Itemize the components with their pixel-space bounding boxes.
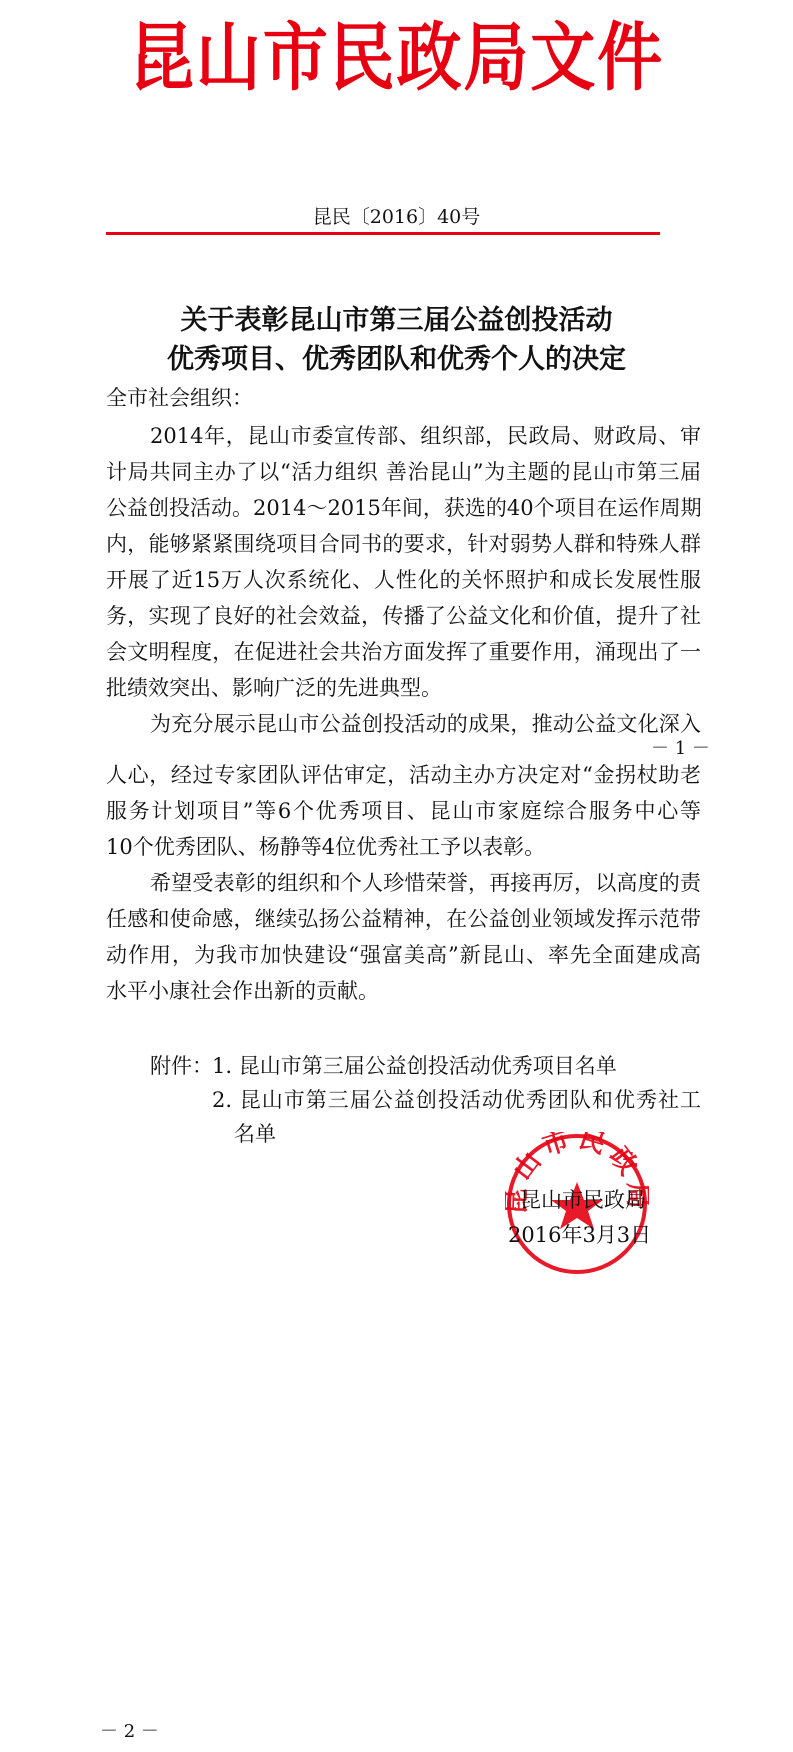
paragraph-1-line: 内，能够紧紧围绕项目合同书的要求，针对弱势人群和特殊人群: [106, 532, 701, 556]
attachment-item-2-continued: 名单: [234, 1122, 276, 1146]
salutation: 全市社会组织：: [106, 386, 253, 410]
paragraph-3-line: 动作用，为我市加快建设“强富美高”新昆山、率先全面建成高: [106, 943, 701, 967]
paragraph-3-line: 水平小康社会作出新的贡献。: [106, 979, 379, 1003]
page-number-2: － 2 －: [100, 1721, 159, 1742]
paragraph-1-line: 会文明程度，在促进社会共治方面发挥了重要作用，涌现出了一: [106, 640, 701, 664]
header-red-rule: [106, 232, 660, 235]
paragraph-2-line: 人心，经过专家团队评估审定，活动主办方决定对“金拐杖助老: [106, 763, 701, 787]
paragraph-1-line: 公益创投活动。2014～2015年间，获选的40个项目在运作周期: [106, 496, 702, 520]
signature-organization: 昆山市民政局: [520, 1188, 646, 1212]
paragraph-3-line: 任感和使命感，继续弘扬公益精神，在公益创业领域发挥示范带: [106, 907, 701, 931]
page-number-1: － 1 －: [651, 738, 710, 759]
paragraph-2-line: 服务计划项目”等6个优秀项目、昆山市家庭综合服务中心等: [106, 799, 701, 823]
paragraph-1-line: 计局共同主办了以“活力组织 善治昆山”为主题的昆山市第三届: [106, 460, 701, 484]
document-title-line-2: 优秀项目、优秀团队和优秀个人的决定: [167, 344, 626, 375]
document-header-title: 昆山市民政局文件: [128, 15, 665, 101]
paragraph-1-line: 务，实现了良好的社会效益，传播了公益文化和价值，提升了社: [106, 604, 701, 628]
paragraph-2-line: 10个优秀团队、杨静等4位优秀社工予以表彰。: [106, 835, 546, 859]
attachment-item-1: 1. 昆山市第三届公益创投活动优秀项目名单: [212, 1054, 617, 1078]
paragraph-1-line: 批绩效突出、影响广泛的先进典型。: [106, 676, 442, 700]
attachment-label: 附件：: [150, 1054, 213, 1078]
signature-date: 2016年3月3日: [508, 1223, 652, 1247]
attachment-item-2: 2. 昆山市第三届公益创投活动优秀团队和优秀社工: [212, 1088, 701, 1112]
paragraph-1-line: 2014年，昆山市委宣传部、组织部，民政局、财政局、审: [150, 424, 701, 448]
paragraph-3-line: 希望受表彰的组织和个人珍惜荣誉，再接再厉，以高度的责: [150, 871, 701, 895]
seal-text: 山市民政: [507, 1132, 647, 1186]
paragraph-2-line: 为充分展示昆山市公益创投活动的成果，推动公益文化深入: [150, 712, 701, 736]
document-title-line-1: 关于表彰昆山市第三届公益创投活动: [180, 305, 613, 336]
paragraph-1-line: 开展了近15万人次系统化、人性化的关怀照护和成长发展性服: [106, 568, 701, 592]
document-number: 昆民〔2016〕40号: [312, 206, 481, 228]
